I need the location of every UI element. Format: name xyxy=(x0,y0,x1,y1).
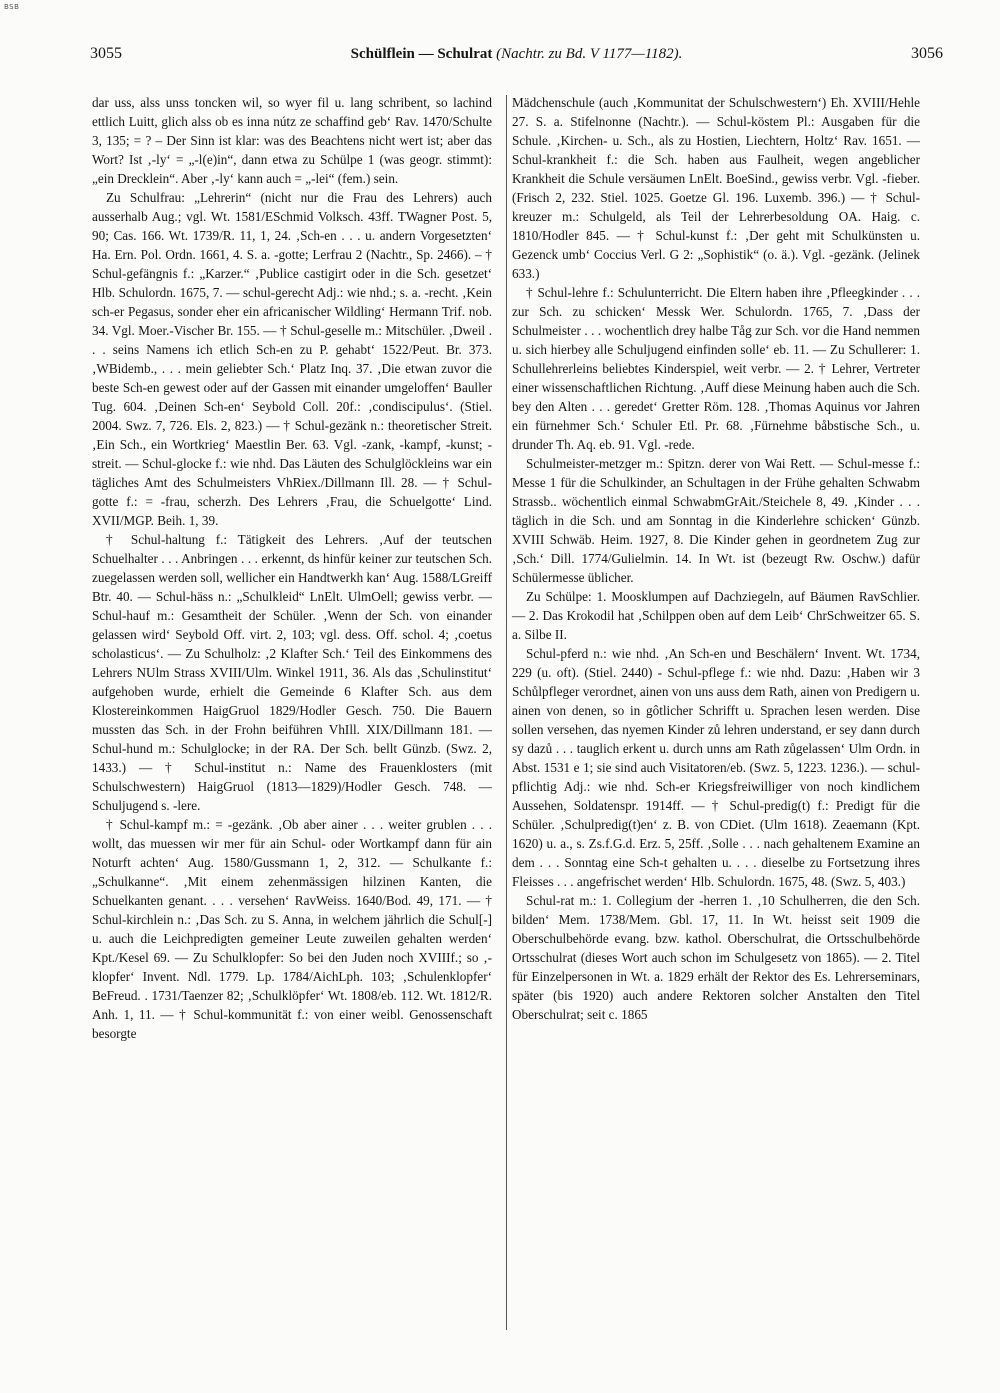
column-divider xyxy=(506,95,507,1330)
entry-paragraph: Schulmeister-metzger m.: Spitzn. derer von Wai Rett. — Schul-messe f.: Messe 1 für die Schulkinder, an Schultagen in der Frühe gehalten Schwabm Strassb.. wöchentlich einmal SchwabmGrAit./Steichele 8, 49. ‚Kinder . . . täglich in die Sch. und am Sonntag in die Kinderlehre schicken‘ Günzb. XVIII Schwäb. Heim. 1927, 8. Die Kinder gehen in geordnetem Zug zur ‚Sch.‘ Dill. 1774/Gulielmin. 14. In Wt. ist (bezeugt Rw. Oschw.) dafür Schülermesse üblicher. xyxy=(512,456,920,585)
entry-paragraph: Schul-rat m.: 1. Collegium der -herren 1. ‚10 Schulherren, die den Sch. bilden‘ Mem. 1738/Mem. Gbl. 17, 11. In Wt. heisst seit 1909 die Oberschulbehörde evang. bzw. kathol. Oberschulrat, die Ortsschulbehörde Ortsschulrat (dieses Wort auch schon im Schulgesetz von 1865). — 2. Titel für Einzelpersonen in Wt. a. 1829 erhält der Rektor des Es. Lehrerseminars, später (bis 1920) auch andere Rektoren solcher Anstalten den Titel Oberschulrat; seit c. 1865 xyxy=(512,893,920,1022)
entry-paragraph: Zu Schülpe: 1. Moosklumpen auf Dachziegeln, auf Bäumen RavSchlier. — 2. Das Krokodil hat ‚Schilppen oben auf dem Leib‘ ChrSchweitzer 65. S. a. Silbe II. xyxy=(512,589,920,642)
page-number-right: 3056 xyxy=(911,45,943,62)
library-stamp: BSB xyxy=(4,3,20,11)
entry-paragraph: Schul-pferd n.: wie nhd. ‚An Sch-en und Beschälern‘ Invent. Wt. 1734, 229 (u. oft). (Stiel. 2440) - Schul-pflege f.: wie nhd. Dazu: ‚Haben wir 3 Schůlpfleger verordnet, ainen von uns auss dem Rath, ainen von Predigern u. ainen von denen, so in gôtlicher Schrifft u. Sprachen lesen werden. Dise sollen versehen, das nyemen Kinder zů lehren understand, er sey dann durch sy dazů . . . tauglich erkent u. durch unns am Rath zůgelassen‘ Ulm Ordn. in Abst. 1531 e 1; sie sind auch Visitatoren/eb. (Swz. 5, 1223. 1236.). — schul-pflichtig Adj.: wie nhd. Sch-er Kriegsfreiwilliger von noch kindlichem Aussehen, Soldatenspr. 1914ff. — † Schul-predig(t) f.: Predigt für die Schüler. ‚Schulpredig(t)en‘ z. B. von CDiet. (Ulm 1618). Zeaemann (Kpt. 1620) u. a., s. Zs.f.G.d. Erz. 5, 25ff. ‚Solle . . . nach gehaltenem Examine an dem . . . Sonntag eine Sch-t gehalten u. . . . dieselbe zu Fortsetzung ihres Fleisses . . . angefrischet werden‘ Hlb. Schulordn. 1675, 48. (Swz. 5, 403.) xyxy=(512,646,920,889)
running-title xyxy=(90,46,943,63)
left-column xyxy=(92,93,492,1043)
page-number-left: 3055 xyxy=(90,45,122,62)
right-column xyxy=(512,93,920,1024)
entry-paragraph: dar uss, alss unss toncken wil, so wyer fil u. lang schribent, so lachind ettlich Luitt, glich alss ob es inna nútz ze schaffind geb‘ Rav. 1470/Schulte 3, 135; = ? – Der Sinn ist klar: was des Beachtens nicht wert ist; aber das Wort? Ist ‚-ly‘ = „-l(e)in“, dann etwa zu Schülpe 1 (was geogr. stimmt): „ein Drecklein“. Aber ‚-ly‘ kann auch = „-lei“ (fem.) sein. xyxy=(92,95,492,186)
headword-range: Schülflein — Schulrat xyxy=(350,46,493,62)
entry-paragraph: † Schul-haltung f.: Tätigkeit des Lehrers. ‚Auf der teutschen Schuelhalter . . . Anbringen . . . erkennt, ds hinfür keiner zur teutschen Sch. zuegelassen werden soll, wellicher ein Handtwerkh kan‘ Aug. 1588/LGreiff Btr. 40. — Schul-häss n.: „Schulkleid“ LnElt. UlmOell; gewiss verbr. — Schul-hauf m.: Gesamtheit der Schüler. ‚Wenn der Sch. von einander gelassen wird‘ Seybold Off. virt. 2, 103; vgl. dess. Off. schol. 4; ‚coetus scholasticus‘. — Zu Schulholz: ‚2 Klafter Sch.‘ Teil des Einkommens des Lehrers NUlm Strass XVIII/Ulm. Winkel 1911, 36. Als das ‚Schulinstitut‘ aufgehoben wurde, erhielt die Gemeinde 6 Klafter Sch. aus dem Klostereinkommen HaigGruol 1829/Hodler Gesch. 750. Die Bauern mussten das Sch. in der Frohn beiführen VhIll. XIX/Dillmann 181. — Schul-hund m.: Schulglocke; in der RA. Der Sch. bellt Günzb. (Swz. 2, 1433.) — † Schul-institut n.: Name des Frauenklosters (mit Schulschwestern) HaigGruol (1813—1829)/Hodler Gesch. 748. — Schuljugend s. -lere. xyxy=(92,532,492,813)
entry-paragraph: Zu Schulfrau: „Lehrerin“ (nicht nur die Frau des Lehrers) auch ausserhalb Aug.; vgl. Wt. 1581/ESchmid Volksch. 43ff. TWagner Post. 5, 90; Cas. 166. Wt. 1739/R. 11, 1, 24. ‚Sch-en . . . u. andern Vorgesetzten‘ Ha. Ern. Pol. Ordn. 1661, 4. S. a. -gotte; Lerfrau 2 (Nachtr., Sp. 2466). – † Schul-gefängnis f.: „Karzer.“ ‚Publice castigirt oder in die Sch. gesetzet‘ Hlb. Schulordn. 1675, 7. — schul-gerecht Adj.: wie nhd.; s. a. -recht. ‚Kein sch-er Pegasus, sonder eher ein africanischer Wildling‘ Hermann Trif. nob. 34. Vgl. Moer.-Vischer Br. 155. — † Schul-geselle m.: Mitschüler. ‚Dweil . . . seins Namens ich etlich Sch-en zu P. gehabt‘ 1522/Peut. Br. 373. ‚WBidemb., . . . mein geliebter Sch.‘ Platz Inq. 37. ‚Die etwan zuvor die beste Sch-en gewest oder auf der Gassen mit einander umgeloffen‘ Bauller Tug. 604. ‚Deinen Sch-en‘ Seybold Coll. 20f.: ‚condiscipulus‘. (Stiel. 2004. Swz. 7, 726. Els. 2, 823.) — † Schul-gezänk n.: theoretischer Streit. ‚Ein Sch., ein Wortkrieg‘ Maestlin Ber. 63. Vgl. -zank, -kampf, -kunst; -streit. — Schul-glocke f.: wie nhd. Das Läuten des Schulglöckleins war ein tägliches Amt des Schulmeisters VhRiex./Dillmann Ill. 28. — † Schul-gotte f.: = -frau, scherzh. Des Lehrers ‚Frau, die Schuelgotte‘ Lind. XVII/MGP. Beih. 1, 39. xyxy=(92,190,492,528)
volume-note: (Nachtr. zu Bd. V 1177—1182). xyxy=(496,46,683,62)
entry-paragraph: Mädchenschule (auch ‚Kommunitat der Schulschwestern‘) Eh. XVIII/Hehle 27. S. a. Stifelnonne (Nachtr.). — Schul-köstem Pl.: Ausgaben für die Schule. ‚Kirchen- u. Sch., als zu Hostien, Liechtern, Holtz‘ Rav. 1651. — Schul-krankheit f.: die Sch. haben aus Faulheit, wegen angeblicher Krankheit die Schule versäumen LnElt. BoeSind., gewiss verbr. Vgl. -fieber. (Frisch 2, 232. Stiel. 1025. Goetze Gl. 196. Luxemb. 396.) — † Schul-kreuzer m.: Schulgeld, als Teil der Lehrerbesoldung OA. Haig. c. 1810/Hodler 845. — † Schul-kunst f.: ‚Der geht mit Schulkünsten u. Gezenck umb‘ Coccius Verl. G 2: „Sophistik“ (o. ä.). Vgl. -gezänk. (Jelinek 633.) xyxy=(512,95,920,281)
entry-paragraph: † Schul-kampf m.: = -gezänk. ‚Ob aber ainer . . . weiter grublen . . . wollt, das muessen wir mer für ain Schul- oder Wortkampf dann für ain Noturft achten‘ Aug. 1580/Gussmann 1, 2, 312. — Schulkante f.: „Schulkanne“. ‚Mit einem zehenmässigen hilzinen Kanten, die Schuelkanten genant. . . . versehen‘ RavWeiss. 1640/Bod. 49, 171. — † Schul-kirchlein n.: ‚Das Sch. zu S. Anna, in welchem jährlich die Schul[-] u. auch die Leichpredigten gemeiner Leute zuweilen gehalten werden‘ Kpt./Kesel 69. — Zu Schulklopfer: So bei den Juden noch XVIIIf.; so ‚-klopfer‘ Invent. Ndl. 1779. Lp. 1784/AichLph. 103; ‚Schulenklopfer‘ BeFreud. . 1731/Taenzer 82; ‚Schulklöpfer‘ Wt. 1808/eb. 112. Wt. 1812/R. Anh. 1, 11. — † Schul-kommunität f.: von einer weibl. Genossenschaft besorgte xyxy=(92,817,492,1041)
entry-paragraph: † Schul-lehre f.: Schulunterricht. Die Eltern haben ihre ‚Pfleegkinder . . . zur Sch. zu schicken‘ Messk Wer. Schulordn. 1765, 7. ‚Dass der Schulmeister . . . wochentlich drey halbe Tåg zur Sch. vor die Hand nemmen u. sich hierbey alle Schuljugend einfinden solle‘ eb. 11. — Zu Schullerer: 1. Schullehrerleins beliebtes Kinderspiel, weit verbr. — 2. † Lehrer, Vertreter einer wissenschaftlichen Richtung. ‚Auff diese Meinung haben auch die Sch. bey den Alten . . . geredet‘ Gretter Röm. 128. ‚Thomas Aquinus vor Jahren ein fürnehmer Sch.‘ Schuler Etl. Pr. 68. ‚Fürnehme båbstische Sch., u. drunder Th. Aq. eb. 91. Vgl. -rede. xyxy=(512,285,920,452)
running-header xyxy=(90,40,943,70)
